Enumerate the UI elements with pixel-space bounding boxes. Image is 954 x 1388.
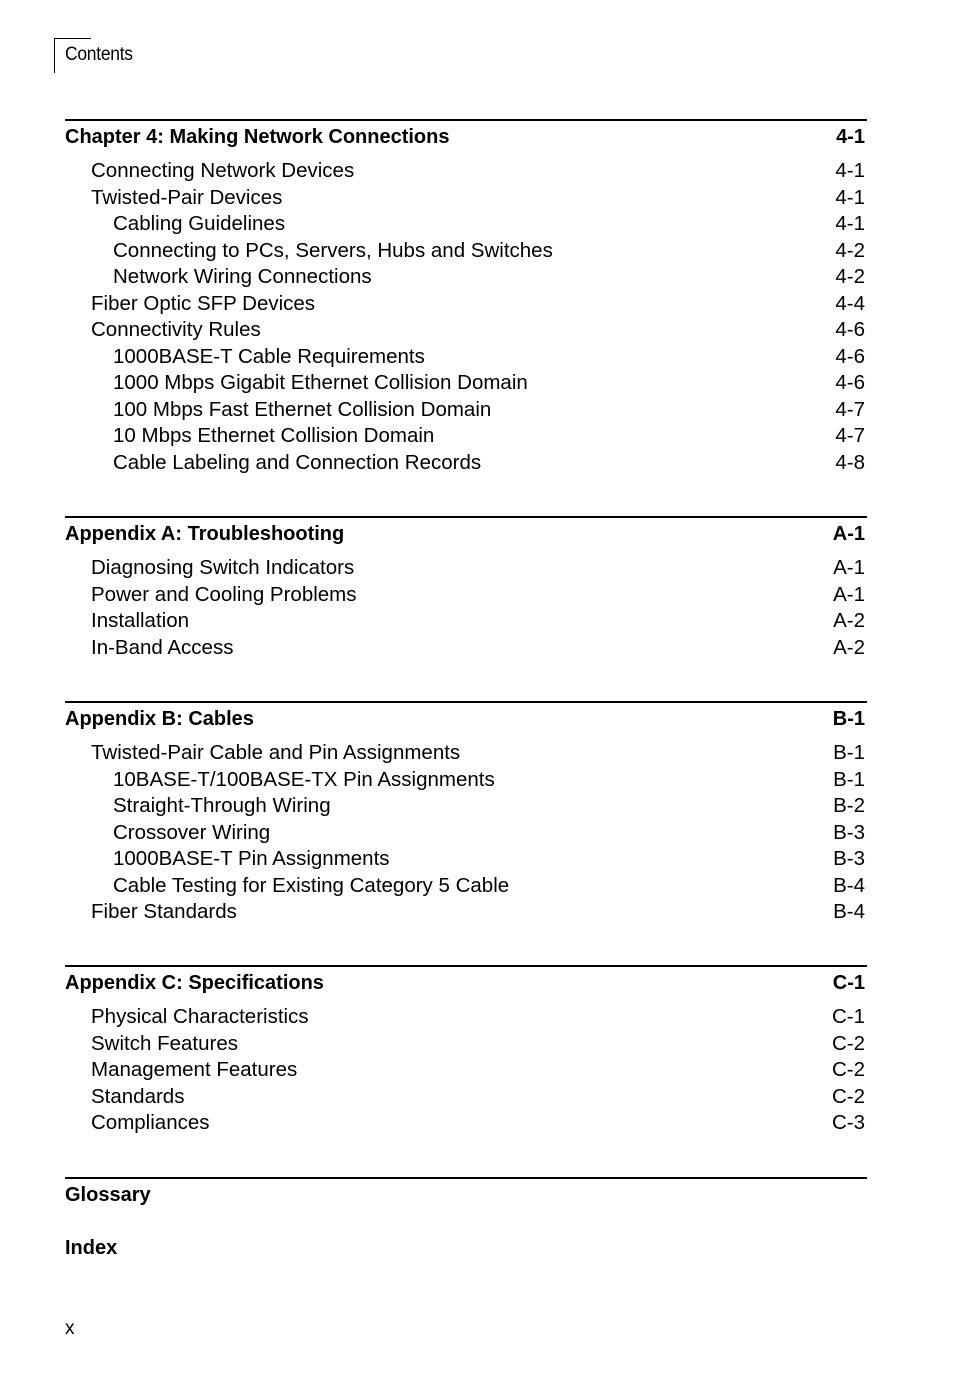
toc-entry[interactable] [65, 1084, 867, 1111]
toc-entry[interactable] [65, 608, 867, 635]
toc-entry-label: Cable Testing for Existing Category 5 Cable [113, 873, 510, 897]
toc-entry[interactable] [65, 1110, 867, 1137]
toc-entry-page: B-4 [833, 873, 865, 897]
toc-section [65, 1177, 867, 1216]
toc-section [65, 701, 867, 926]
section-page-number: B-1 [832, 708, 865, 730]
section-heading-row[interactable] [65, 518, 867, 549]
toc-section [65, 516, 867, 661]
toc-entry-page: A-1 [833, 556, 865, 579]
toc-section [65, 119, 867, 476]
toc-entry[interactable] [65, 820, 867, 847]
toc-entry-label: Crossover Wiring [113, 820, 271, 844]
toc-entry-page: C-2 [831, 1031, 865, 1055]
toc-entry[interactable] [65, 317, 867, 344]
page-number: x [65, 1318, 75, 1339]
toc-entry-label: 10BASE-T/100BASE-TX Pin Assignments [113, 767, 495, 791]
toc-entry[interactable] [65, 370, 867, 397]
toc-entry[interactable] [65, 450, 867, 477]
section-heading-row[interactable] [65, 967, 867, 998]
toc-entry-label: Switch Features [91, 1031, 238, 1055]
toc-entry-label: Fiber Optic SFP Devices [91, 291, 316, 315]
toc-entry-page: C-1 [831, 1005, 865, 1028]
toc-entry-page: 4-6 [835, 371, 865, 394]
toc-entry-page: 4-2 [835, 238, 865, 262]
toc-entry-label: Network Wiring Connections [113, 265, 372, 288]
toc-entry[interactable] [65, 873, 867, 900]
toc-entry[interactable] [65, 740, 867, 767]
toc-entry-page: 4-1 [835, 159, 865, 182]
toc-entry-page: B-4 [833, 900, 865, 923]
toc-entry-page: 4-6 [835, 318, 865, 341]
toc-entry-page: B-1 [833, 767, 865, 791]
toc-entry[interactable] [65, 767, 867, 794]
toc-entry-label: Twisted-Pair Devices [91, 185, 283, 209]
toc-entry[interactable] [65, 397, 867, 424]
toc-entry-page: 4-1 [835, 185, 865, 209]
toc-entry-label: Straight-Through Wiring [113, 794, 331, 817]
toc-entry-label: Management Features [91, 1058, 298, 1081]
toc-entry-page: A-2 [833, 609, 865, 632]
index-heading-row[interactable] [65, 1232, 867, 1263]
toc-entry-page: B-1 [833, 741, 865, 764]
toc-entry[interactable] [65, 211, 867, 238]
toc-entry[interactable] [65, 793, 867, 820]
toc-entry-page: C-3 [831, 1111, 865, 1134]
toc-entry-label: 10 Mbps Ethernet Collision Domain [113, 424, 435, 447]
toc-entry-page: B-2 [833, 794, 865, 817]
toc-entry[interactable] [65, 344, 867, 371]
section-page-number: 4-1 [836, 126, 865, 148]
section-heading: Appendix A: Troubleshooting [65, 523, 345, 545]
toc-entry[interactable] [65, 264, 867, 291]
toc-entry-page: 4-1 [835, 212, 865, 235]
toc-entry[interactable] [65, 1031, 867, 1058]
toc-entry-page: C-2 [831, 1058, 865, 1081]
toc-entry-label: 100 Mbps Fast Ethernet Collision Domain [113, 397, 492, 421]
toc-entry-label: Cable Labeling and Connection Records [113, 450, 482, 474]
index-section [65, 1232, 867, 1269]
index-heading: Index [65, 1237, 118, 1259]
toc-entry-label: 1000BASE-T Cable Requirements [113, 344, 425, 368]
toc-entry[interactable] [65, 185, 867, 212]
toc-entry-page: 4-4 [835, 291, 865, 315]
section-heading: Glossary [65, 1184, 151, 1206]
toc-entry-page: A-2 [833, 635, 865, 659]
toc-entry[interactable] [65, 555, 867, 582]
section-heading: Chapter 4: Making Network Connections [65, 126, 450, 148]
toc-section [65, 965, 867, 1137]
toc-entry-label: Connecting to PCs, Servers, Hubs and Switches [113, 238, 553, 262]
section-heading-row[interactable] [65, 121, 867, 152]
toc-entry-label: Diagnosing Switch Indicators [91, 556, 355, 579]
toc-entry-page: C-2 [831, 1084, 865, 1108]
toc-entry[interactable] [65, 899, 867, 926]
toc-entry-label: Compliances [91, 1111, 210, 1134]
toc-entry-label: Cabling Guidelines [113, 212, 286, 235]
toc-entry-label: In-Band Access [91, 635, 234, 659]
toc-entry[interactable] [65, 1057, 867, 1084]
toc-entry[interactable] [65, 635, 867, 662]
section-heading: Appendix C: Specifications [65, 972, 324, 994]
toc-entry-page: B-3 [833, 820, 865, 844]
toc-entry-label: 1000BASE-T Pin Assignments [113, 847, 390, 870]
toc-entry-label: Power and Cooling Problems [91, 582, 357, 606]
toc-entry-page: B-3 [833, 847, 865, 870]
toc-entry-label: Physical Characteristics [91, 1005, 309, 1028]
toc-entry[interactable] [65, 291, 867, 318]
toc-entry[interactable] [65, 846, 867, 873]
toc-entry-label: Twisted-Pair Cable and Pin Assignments [91, 741, 461, 764]
toc-entry-page: 4-2 [835, 265, 865, 288]
section-heading-row[interactable] [65, 703, 867, 734]
toc-entry[interactable] [65, 1004, 867, 1031]
running-head: Contents [65, 44, 133, 65]
toc-entry-page: 4-8 [835, 450, 865, 474]
toc-entry-page: 4-7 [835, 424, 865, 447]
toc-entry[interactable] [65, 582, 867, 609]
section-heading-row[interactable] [65, 1179, 867, 1210]
toc-entry-label: Fiber Standards [91, 900, 237, 923]
toc-entry-label: Connectivity Rules [91, 318, 261, 341]
toc-entry[interactable] [65, 423, 867, 450]
toc-entry[interactable] [65, 238, 867, 265]
toc-entry-label: 1000 Mbps Gigabit Ethernet Collision Domain [113, 371, 528, 394]
section-page-number: A-1 [832, 523, 865, 545]
toc-entry-label: Installation [91, 609, 190, 632]
section-page-number: C-1 [832, 972, 865, 994]
toc-entry-label: Standards [91, 1084, 185, 1108]
toc-entry-label: Connecting Network Devices [91, 159, 355, 182]
section-heading: Appendix B: Cables [65, 708, 254, 730]
toc-entry-page: A-1 [833, 582, 865, 606]
toc-entry-page: 4-6 [835, 344, 865, 368]
toc-entry[interactable] [65, 158, 867, 185]
toc-entry-page: 4-7 [835, 397, 865, 421]
